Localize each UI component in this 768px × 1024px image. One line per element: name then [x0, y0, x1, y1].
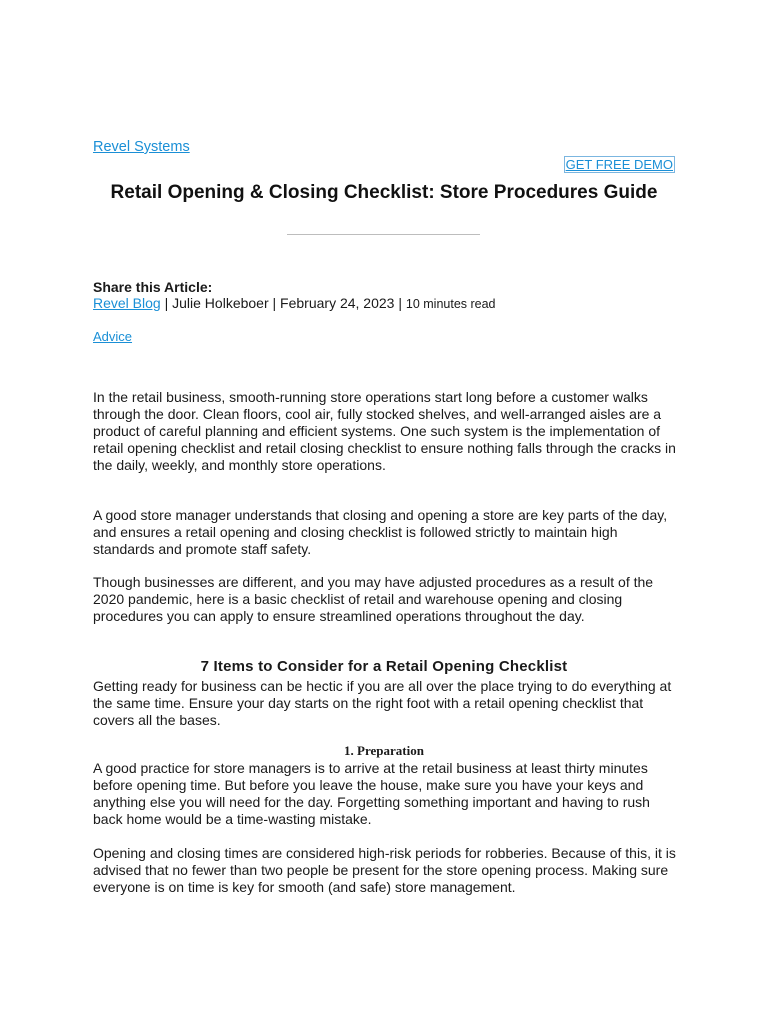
intro-paragraph: Though businesses are different, and you may have adjusted procedures as a result of the 2020 pandemic, here is a basic checklist of retail and warehouse opening and closing procedures you can apply to ensure streamlined operations throughout the day.	[93, 574, 654, 624]
section-intro-paragraph: Getting ready for business can be hectic if you are all over the place trying to do everything at the same time. Ensure your day starts on the right foot with a retail opening checklist that covers all the bases.	[93, 678, 672, 728]
subsection-paragraph: A good practice for store managers is to arrive at the retail business at least thirty minutes before opening time. But before you leave the house, make sure you have your keys and anything else you will need for the day. Forgetting something important and having to rush back home would be a time-wasting mistake.	[93, 760, 650, 827]
subsection-heading: 1. Preparation	[344, 743, 424, 758]
intro-paragraph: In the retail business, smooth-running store operations start long before a customer walks through the door. Clean floors, cool air, fully stocked shelves, and well-arranged aisles are a product of careful planning and efficient systems. One such system is the implementation of retail opening checklist and retail closing checklist to ensure nothing falls through the cracks in the daily, weekly, and monthly store operations.	[93, 389, 676, 473]
author-name: Julie Holkeboer	[172, 295, 269, 311]
title-divider	[287, 234, 480, 235]
share-label: Share this Article:	[93, 279, 213, 295]
publish-date: February 24, 2023	[280, 295, 395, 311]
get-free-demo-button[interactable]: GET FREE DEMO	[565, 157, 673, 172]
article-meta	[93, 295, 496, 311]
article-title: Retail Opening & Closing Checklist: Store Procedures Guide	[110, 182, 658, 203]
blog-link[interactable]: Revel Blog	[93, 295, 161, 311]
meta-separator: |	[160, 295, 173, 311]
brand-link[interactable]: Revel Systems	[93, 139, 190, 155]
category-tag-link[interactable]: Advice	[93, 329, 133, 344]
read-time: 10 minutes read	[405, 297, 496, 311]
subsection-paragraph: Opening and closing times are considered high-risk periods for robberies. Because of this, it is advised that no fewer than two people be present for the store opening process. Making sure everyone is on time is key for smooth (and safe) store management.	[93, 845, 676, 895]
meta-separator: |	[268, 295, 281, 311]
meta-separator: |	[394, 295, 406, 311]
section-heading: 7 Items to Consider for a Retail Opening Checklist	[200, 658, 568, 675]
intro-paragraph: A good store manager understands that closing and opening a store are key parts of the day, and ensures a retail opening and closing checklist is followed strictly to maintain high standards and promote staff safety.	[93, 507, 668, 557]
